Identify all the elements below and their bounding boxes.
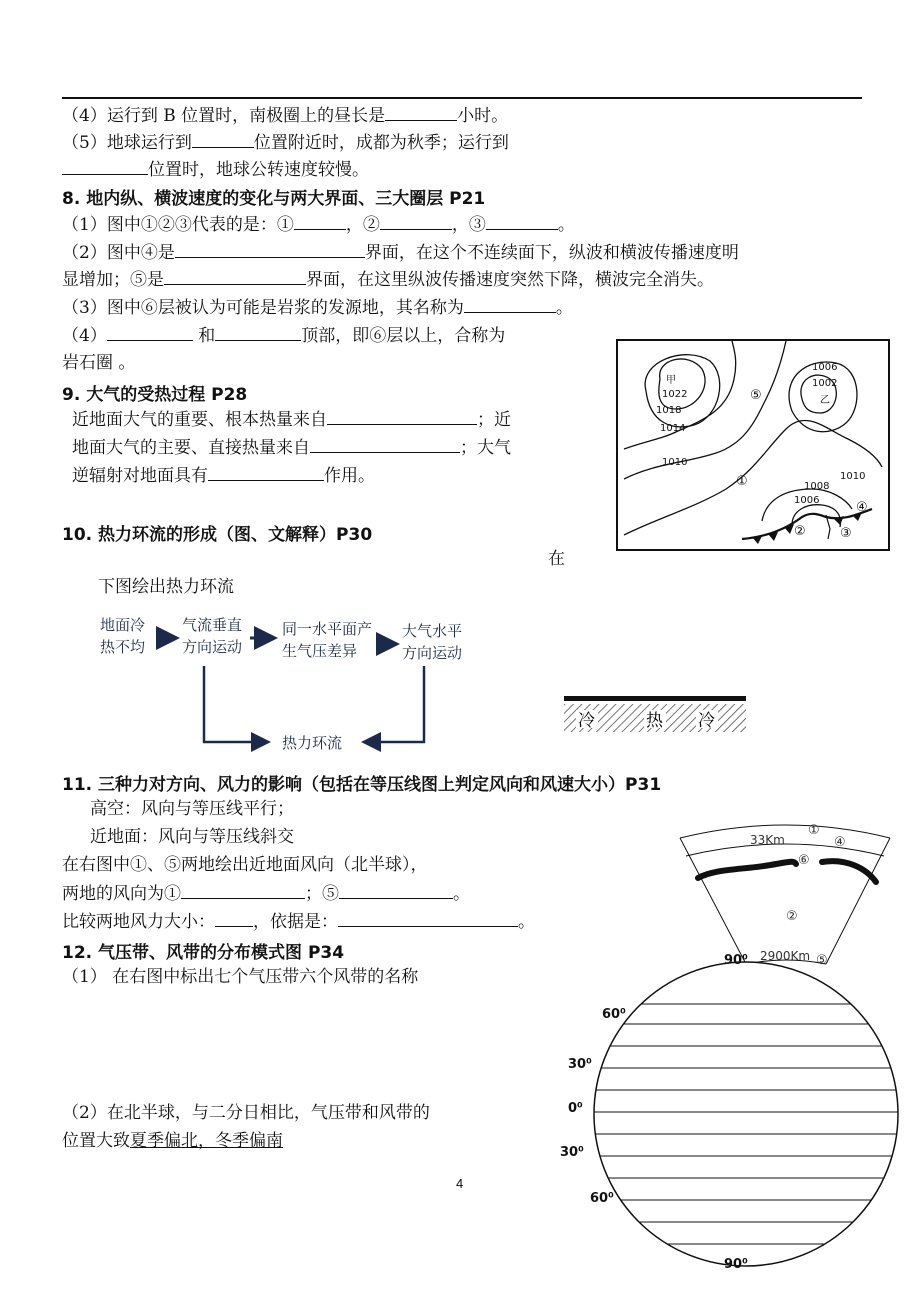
s8-2-text: （2）图中④是 bbox=[62, 243, 175, 263]
s11-low: 近地面：风向与等压线斜交 bbox=[90, 827, 294, 847]
depth-33km: 33Km bbox=[750, 833, 785, 847]
s8-2-text-d: 界面，在这里纵波传播速度突然下降，横波完全消失。 bbox=[306, 270, 714, 290]
s8-4-text: （4） bbox=[62, 326, 107, 346]
section-10-title: 10. 热力环流的形成（图、文解释）P30 bbox=[62, 525, 373, 545]
ground-label-cold: 冷 bbox=[698, 711, 715, 731]
s8-1-text: （1）图中①②③代表的是：① bbox=[62, 215, 294, 235]
s12-2-text: 位置大致 bbox=[62, 1131, 130, 1151]
answer-blank[interactable] bbox=[385, 104, 457, 121]
s11-d1: 两地的风向为① bbox=[62, 884, 181, 904]
flow-box3-l1: 同一水平面产 bbox=[282, 620, 373, 638]
answer-blank[interactable] bbox=[192, 131, 254, 148]
layer-6: ⑥ bbox=[798, 853, 810, 868]
answer-blank[interactable] bbox=[164, 268, 306, 285]
answer-blank[interactable] bbox=[181, 882, 305, 899]
lat-label: 60⁰ bbox=[602, 1007, 626, 1022]
isobar-label: ② bbox=[794, 524, 806, 539]
s8-1-text-d: 。 bbox=[557, 215, 575, 235]
isobar-map bbox=[616, 339, 890, 551]
answer-blank[interactable] bbox=[294, 213, 346, 230]
s12-1: （1） 在右图中标出七个气压带六个风带的名称 bbox=[62, 967, 419, 987]
s8-3-text: （3）图中⑥层被认为可能是岩浆的发源地，其名称为 bbox=[62, 298, 464, 318]
answer-blank[interactable] bbox=[310, 436, 460, 453]
answer-blank[interactable] bbox=[486, 213, 558, 230]
s10-zai: 在 bbox=[548, 549, 565, 569]
lat-label: 0⁰ bbox=[568, 1101, 583, 1116]
answer-blank[interactable] bbox=[380, 213, 452, 230]
q7-4-text: （4）运行到 B 位置时，南极圈上的昼长是 bbox=[62, 106, 386, 126]
s9-text-a: 近地面大气的重要、根本热量来自 bbox=[72, 410, 327, 430]
s11-direction bbox=[62, 882, 470, 905]
ground-strip bbox=[564, 696, 746, 734]
isobar-label: 1018 bbox=[656, 405, 682, 416]
isobar-label: 甲 bbox=[666, 375, 676, 386]
s9-text-e: 逆辐射对地面具有 bbox=[72, 466, 208, 486]
answer-blank[interactable] bbox=[338, 910, 518, 927]
isobar-label: 1010 bbox=[840, 471, 866, 482]
lat-label: 30⁰ bbox=[560, 1145, 584, 1160]
depth-2900km: 2900Km bbox=[760, 949, 811, 963]
s8-2-text-c: 显增加；⑤是 bbox=[62, 270, 164, 290]
section-9-title: 9. 大气的受热过程 P28 bbox=[62, 385, 248, 405]
lat-label: 90⁰ bbox=[724, 1257, 748, 1272]
isobar-label: 1002 bbox=[812, 378, 838, 389]
answer-blank[interactable] bbox=[339, 882, 453, 899]
isobar-label: 1022 bbox=[662, 389, 688, 400]
flow-box2-l1: 气流垂直 bbox=[182, 616, 243, 634]
s8-4-text-c: 顶部，即⑥层以上，合称为 bbox=[301, 326, 506, 346]
s12-2-line-1: （2）在北半球，与二分日相比，气压带和风带的 bbox=[62, 1103, 430, 1123]
flow-box3-l2: 生气压差异 bbox=[282, 642, 358, 660]
ground-label-hot: 热 bbox=[646, 711, 663, 731]
lat-label: 30⁰ bbox=[568, 1057, 592, 1072]
s8-4-line bbox=[62, 324, 505, 347]
s9-line-1 bbox=[72, 408, 511, 431]
q7-5-line bbox=[62, 131, 509, 154]
layer-5: ⑤ bbox=[816, 953, 828, 968]
q7-5-line-2 bbox=[62, 158, 369, 181]
s9-line-3 bbox=[72, 464, 375, 487]
section-12-title: 12. 气压带、风带的分布模式图 P34 bbox=[62, 943, 345, 963]
answer-blank[interactable] bbox=[464, 296, 556, 313]
s11-d2: ；⑤ bbox=[305, 884, 339, 904]
s11-high: 高空：风向与等压线平行； bbox=[90, 799, 294, 819]
s12-2-answer: 夏季偏北，冬季偏南 bbox=[130, 1131, 283, 1151]
thermal-flowchart bbox=[96, 608, 486, 754]
isobar-label: 1006 bbox=[812, 362, 838, 373]
s8-1-line bbox=[62, 213, 575, 236]
lat-label: 90⁰ bbox=[724, 953, 748, 968]
earth-section bbox=[676, 818, 896, 968]
s9-text-c: 地面大气的主要、直接热量来自 bbox=[72, 438, 310, 458]
flow-box4-l1: 大气水平 bbox=[402, 622, 463, 640]
answer-blank[interactable] bbox=[208, 464, 324, 481]
s9-text-f: 作用。 bbox=[324, 466, 375, 486]
s11-e3: 。 bbox=[518, 912, 535, 932]
q7-4-end: 小时。 bbox=[457, 106, 509, 126]
ground-label-cold: 冷 bbox=[578, 711, 595, 731]
s11-e2: ，依据是： bbox=[253, 912, 338, 932]
layer-1: ① bbox=[808, 823, 820, 838]
s8-3-line bbox=[62, 296, 573, 319]
flow-result: 热力环流 bbox=[282, 734, 343, 752]
top-rule bbox=[62, 97, 862, 99]
s12-2-line-2 bbox=[62, 1130, 283, 1152]
s8-4-text-b: 和 bbox=[198, 326, 216, 346]
flow-box1-l1: 地面冷 bbox=[100, 616, 146, 634]
s8-1-text-b: ，② bbox=[345, 215, 380, 235]
page-number: 4 bbox=[456, 1176, 464, 1191]
isobar-label: ⑤ bbox=[750, 388, 762, 403]
s8-4-line-2: 岩石圈 。 bbox=[62, 353, 136, 373]
layer-2: ② bbox=[786, 909, 798, 924]
answer-blank[interactable] bbox=[175, 241, 365, 258]
flow-box2-l2: 方向运动 bbox=[182, 638, 243, 656]
s11-compare bbox=[62, 910, 535, 933]
lat-label: 60⁰ bbox=[590, 1191, 614, 1206]
s10-draw: 下图绘出热力环流 bbox=[98, 577, 234, 597]
flow-box1-l2: 热不均 bbox=[100, 638, 146, 656]
isobar-label: 1008 bbox=[804, 481, 830, 492]
layer-4: ④ bbox=[834, 835, 846, 850]
answer-blank[interactable] bbox=[215, 324, 301, 341]
flow-box4-l2: 方向运动 bbox=[402, 644, 463, 662]
s9-text-b: ；近 bbox=[477, 410, 511, 430]
section-11-title: 11. 三种力对方向、风力的影响（包括在等压线图上判定风向和风速大小）P31 bbox=[62, 775, 662, 795]
isobar-label: 1006 bbox=[794, 495, 820, 506]
pressure-belt-globe bbox=[560, 948, 900, 1274]
isobar-label: ③ bbox=[840, 526, 852, 541]
s9-text-d: ；大气 bbox=[460, 438, 511, 458]
q7-4-line bbox=[62, 104, 508, 127]
s8-2-line bbox=[62, 241, 739, 264]
q7-5-text-b: 位置附近时，成都为秋季；运行到 bbox=[253, 133, 509, 153]
s8-3-text-b: 。 bbox=[555, 298, 573, 318]
isobar-label: 乙 bbox=[820, 395, 830, 406]
answer-blank[interactable] bbox=[62, 158, 148, 175]
s11-draw: 在右图中①、⑤两地绘出近地面风向（北半球）， bbox=[62, 855, 428, 875]
answer-blank[interactable] bbox=[327, 408, 477, 425]
isobar-label: 1014 bbox=[660, 423, 686, 434]
answer-blank[interactable] bbox=[107, 324, 193, 341]
s8-1-text-c: ，③ bbox=[451, 215, 486, 235]
isobar-label: ④ bbox=[856, 500, 868, 515]
s8-2-line-2 bbox=[62, 268, 714, 291]
s8-2-text-b: 界面，在这个不连续面下，纵波和横波传播速度明 bbox=[364, 243, 739, 263]
q7-5-text-c: 位置时，地球公转速度较慢。 bbox=[148, 160, 369, 180]
q7-5-text: （5）地球运行到 bbox=[62, 133, 192, 153]
isobar-label: ① bbox=[736, 474, 748, 489]
isobar-label: 1010 bbox=[662, 457, 688, 468]
section-8-title: 8. 地内纵、横波速度的变化与两大界面、三大圈层 P21 bbox=[62, 189, 486, 209]
s11-d3: 。 bbox=[453, 884, 470, 904]
s11-e1: 比较两地风力大小： bbox=[62, 912, 215, 932]
answer-blank[interactable] bbox=[215, 910, 253, 927]
s9-line-2 bbox=[72, 436, 511, 459]
